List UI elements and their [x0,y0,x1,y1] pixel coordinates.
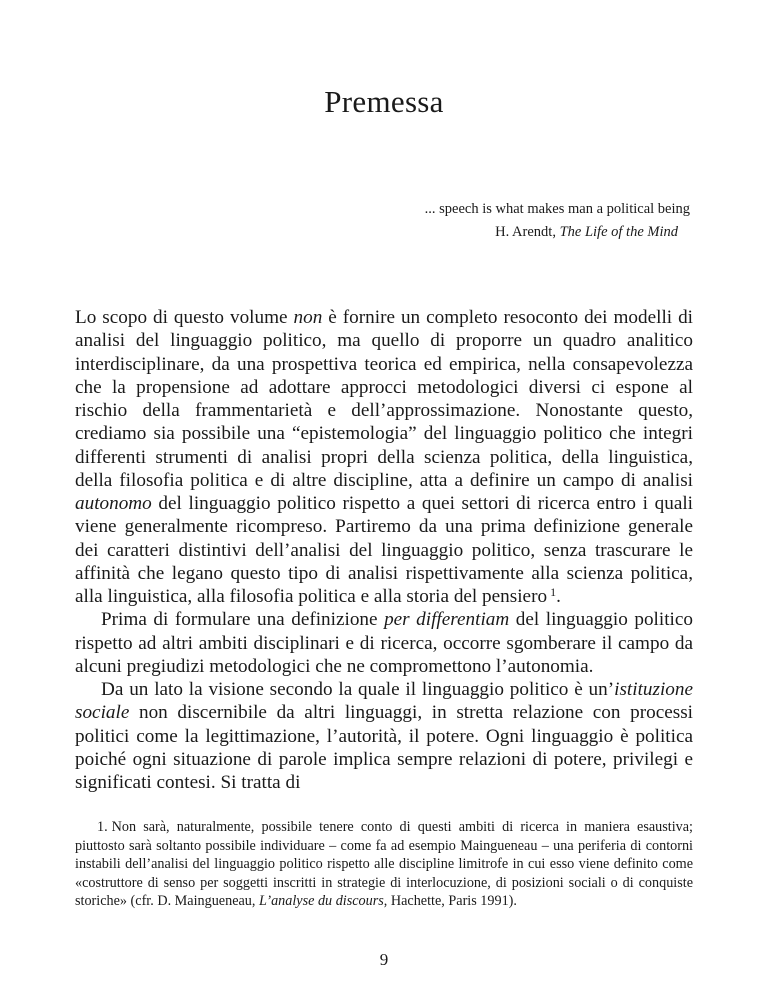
footnote-reference[interactable]: 1 [550,585,557,599]
epigraph-source [425,221,678,244]
footnote-number: 1. [97,819,108,835]
emphasis-text: per differentiam [384,609,510,631]
paragraph-text: non discernibile da altri linguaggi, in stretta relazione con processi politici come la legittimazione, l’autorità, il potere. Ogni linguaggio è politica poiché ogni situazione di parole implica sempre relazioni di potere, privilegi e significati contesi. Si tratta di [75,702,693,793]
epigraph-quote: ... speech is what makes man a political being [424,201,690,217]
paragraph-text: . [556,586,561,607]
footnote-emphasis: L’analyse du discours [258,893,384,910]
paragraph-text: Prima di formulare una definizione [101,609,385,631]
paragraph-text: Lo scopo di questo volume [75,307,294,328]
body-text [75,306,693,794]
paragraph-3 [75,678,693,794]
paragraph-text: Da un lato la visione secondo la quale il linguaggio politico è un’ [101,679,615,700]
emphasis-text: non [293,307,323,328]
paragraph-text: del linguaggio politico rispetto a quei settori di ricerca entro i quali viene generalmente ricompreso. Partiremo da una prima definizione generale dei caratteri distintivi dell’analisi del linguaggio politico, senza trascurare le affinità che legano questo tipo di analisi rispettivamente alla scienza politica, alla linguistica, alla filosofia politica e alla storia del pensiero [75,493,693,607]
footnote [75,818,693,911]
paragraph-text: del linguaggio politico rispetto ad altri ambiti disciplinari e di ricerca, occorre sgomberare il campo da alcuni pregiudizi metodologici che ne compromettono l’autonomia. [75,609,693,677]
emphasis-text: autonomo [75,493,152,514]
footnote-text: , Hachette, Paris 1991). [383,893,517,910]
paragraph-2 [75,608,693,678]
epigraph [425,198,690,244]
epigraph-work: The Life of the Mind [559,224,678,240]
footnote-text: Non sarà, naturalmente, possibile tenere conto di questi ambiti di ricerca in maniera esaustiva; piuttosto sarà soltanto possibile individuare – come fa ad esempio Maingueneau – una periferia di contorni instabili dell’analisi del linguaggio politico rispetto alle discipline limitrofe in cui esso viene definito come «costruttore di senso per soggetti inscritti in strategie di interlocuzione, di posizioni sociali o di conquiste storiche» (cfr. D. Maingueneau, [75,819,693,910]
epigraph-author: H. Arendt, [495,224,556,240]
paragraph-text: è fornire un completo resoconto dei modelli di analisi del linguaggio politico, ma quello di proporre un quadro analitico interdisciplinare, da una prospettiva teorica ed empirica, nella consapevolezza che la propensione ad adottare approcci metodologici diversi ci espone al rischio della frammentarietà e dell’approssimazione. Nonostante questo, crediamo sia possibile una “epistemologia” del linguaggio politico che integri differenti strumenti di analisi propri della scienza politica, della linguistica, della filosofia politica e di altre discipline, atta a definire un campo di analisi [75,307,694,491]
page-number: 9 [379,950,389,969]
page-title: Premessa [324,84,444,119]
emphasis-text: istituzione sociale [75,679,693,724]
paragraph-1 [75,306,693,608]
